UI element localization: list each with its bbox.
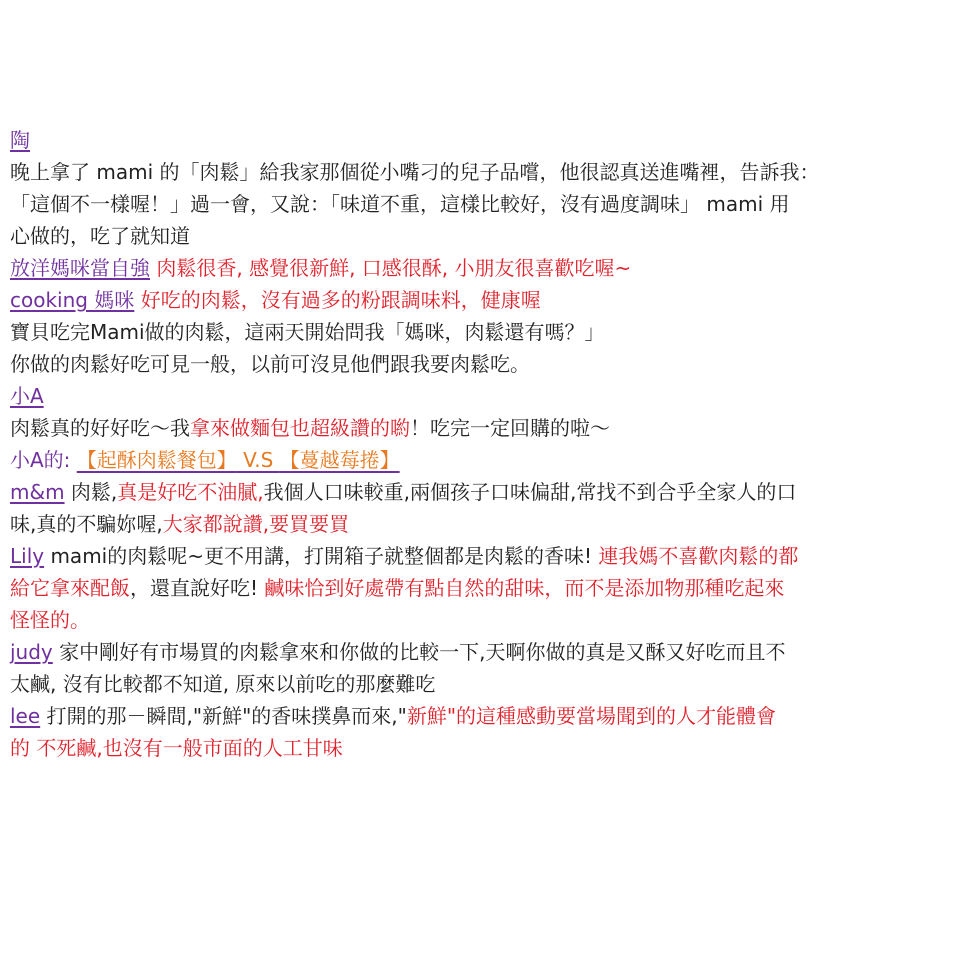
author-link-fangyang[interactable]: 放洋媽咪當自強 xyxy=(10,256,150,280)
review-item xyxy=(10,540,960,572)
review-text-highlight: 好吃的肉鬆，沒有過多的粉跟調味料，健康喔 xyxy=(134,288,541,312)
author-link-xiao-a[interactable]: 小A xyxy=(10,384,44,408)
review-text: 肉鬆真的好好吃～我 xyxy=(10,416,190,440)
review-text-highlight: 連我媽不喜歡肉鬆的都 xyxy=(598,544,799,568)
review-text-highlight: "的這種感動要當場聞到的人才能體會 xyxy=(446,704,777,728)
review-item xyxy=(10,284,960,316)
review-text: 味,真的不騙妳喔, xyxy=(10,512,163,536)
review-text-highlight: 新鮮 xyxy=(406,704,447,728)
review-text: 我個人口味較重,兩個孩子口味偏甜,常找不到合乎全家人的口 xyxy=(263,480,797,504)
review-text: 心做的，吃了就知道 xyxy=(10,224,190,248)
review-item xyxy=(10,700,960,732)
author-link-judy[interactable]: judy xyxy=(10,640,53,664)
review-text-highlight: 肉鬆很香, 感覺很新鮮, 口感很酥, 小朋友很喜歡吃喔~ xyxy=(150,256,632,280)
author-link-lily[interactable]: Lily xyxy=(10,544,45,568)
author-link-mm[interactable]: m&m xyxy=(10,480,65,504)
review-item xyxy=(10,412,960,444)
review-item xyxy=(10,508,960,540)
review-text: 家中剛好有市場買的肉鬆拿來和你做的比較一下,天啊你做的真是又酥又好吃而且不 xyxy=(52,640,786,664)
review-text: mami的肉鬆呢~更不用講，打開箱子就整個都是肉鬆的香味! xyxy=(44,544,599,568)
author-link-lee[interactable]: lee xyxy=(10,704,41,728)
recipe-link-vs: V.S xyxy=(236,448,280,472)
review-text-highlight: 真是好吃不油膩, xyxy=(117,480,264,504)
review-text: ，還直說好吃! xyxy=(130,576,265,600)
review-text-highlight: 怪怪的。 xyxy=(10,608,90,632)
review-text: 你做的肉鬆好吃可見一般，以前可沒見他們跟我要肉鬆吃。 xyxy=(10,352,530,376)
review-item xyxy=(10,636,960,668)
review-text-highlight: 拿來做麵包也超級讚的喲 xyxy=(190,416,410,440)
author-link-cooking[interactable]: cooking 媽咪 xyxy=(10,288,135,312)
review-item xyxy=(10,476,960,508)
review-item xyxy=(10,572,960,604)
recipe-link-cranberry-roll[interactable]: 【蔓越莓捲】 xyxy=(279,448,400,472)
recipe-links-prefix: 小A的: xyxy=(10,448,77,472)
review-text: 寶貝吃完Mami做的肉鬆，這兩天開始問我「媽咪，肉鬆還有嗎？」 xyxy=(10,320,605,344)
review-text: 「這個不一樣喔！」過一會，又說：「味道不重，這樣比較好，沒有過度調味」 mami 用 xyxy=(10,192,790,216)
review-item xyxy=(10,252,960,284)
review-item xyxy=(10,604,960,636)
review-text: 打開的那－瞬間,"新鮮"的香味撲鼻而來," xyxy=(40,704,407,728)
review-item xyxy=(10,732,960,764)
review-text-highlight: 鹹味恰到好處帶有點自然的甜味，而不是添加物那種吃起來 xyxy=(264,576,785,600)
recipe-links xyxy=(10,444,960,476)
review-text-highlight: 給它拿來配飯 xyxy=(10,576,130,600)
review-text: 肉鬆, xyxy=(64,480,118,504)
review-text-highlight: 的 不死鹹,也沒有一般市面的人工甘味 xyxy=(10,736,343,760)
author-link-tao[interactable]: 陶 xyxy=(10,128,30,152)
review-text: ！吃完一定回購的啦～ xyxy=(410,416,610,440)
review-text: 晚上拿了 mami 的「肉鬆」給我家那個從小嘴刁的兒子品嚐，他很認真送進嘴裡，告訴我： xyxy=(10,160,820,184)
recipe-link-bun[interactable]: 【起酥肉鬆餐包】 xyxy=(76,448,237,472)
review-text-highlight: 大家都說讚,要買要買 xyxy=(162,512,350,536)
review-text: 太鹹, 沒有比較都不知道, 原來以前吃的那麼難吃 xyxy=(10,672,436,696)
reviews-list xyxy=(10,124,960,764)
